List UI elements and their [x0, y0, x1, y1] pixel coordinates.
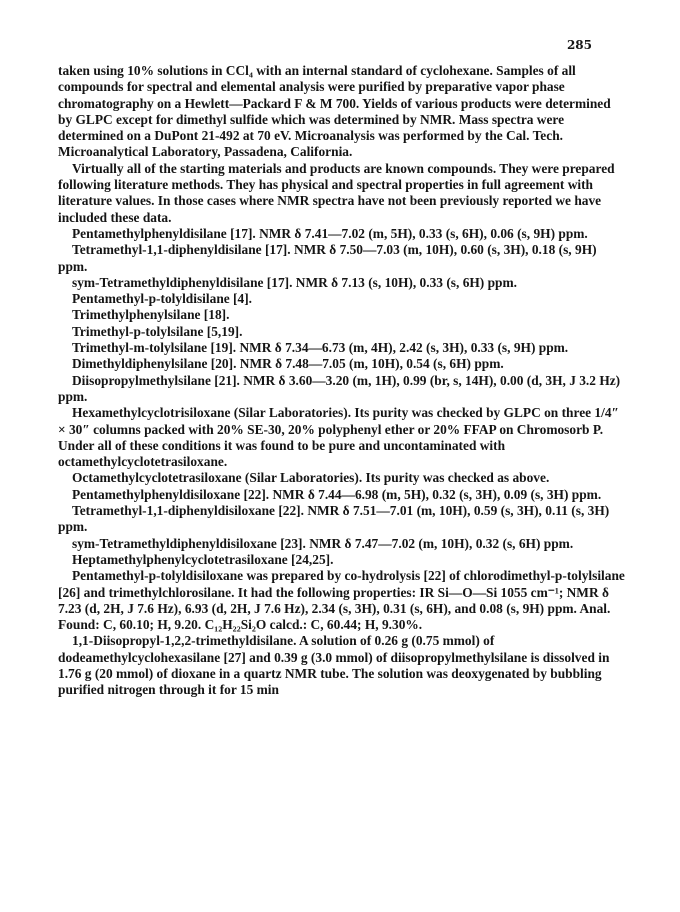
paragraph: taken using 10% solutions in CCl₄ with an internal standard of cyclohexane. Samples of all compounds for spectral and elemental analysis were purified by preparative vapor phase chromatography on a Hewlett—Packard F & M 700. Yields of various products were determined by GLPC except for dimethyl sulfide which was determined by NMR. Mass spectra were determined on a DuPont 21-492 at 70 eV. Microanalysis was performed by the Cal. Tech. Microanalytical Laboratory, Passadena, California.	[58, 63, 611, 160]
paragraph: Pentamethylphenyldisilane [17]. NMR δ 7.41—7.02 (m, 5H), 0.33 (s, 6H), 0.06 (s, 9H) ppm.	[72, 225, 588, 241]
paragraph: Pentamethylphenyldisiloxane [22]. NMR δ 7.44—6.98 (m, 5H), 0.32 (s, 3H), 0.09 (s, 3H) ppm.	[72, 486, 602, 502]
paragraph: Tetramethyl-1,1-diphenyldisiloxane [22]. NMR δ 7.51—7.01 (m, 10H), 0.59 (s, 3H), 0.11 (s, 3H) ppm.	[58, 503, 610, 535]
paragraph: 1,1-Diisopropyl-1,2,2-trimethyldisilane. A solution of 0.26 g (0.75 mmol) of dodeamethylcyclohexasilane [27] and 0.39 g (3.0 mmol) of diisopropylmethylsilane is dissolved in 1.76 g (20 mmol) of dioxane in a quartz NMR tube. The solution was deoxygenated by bubbling purified nitrogen through it for 15 min	[58, 633, 610, 698]
paragraph: Trimethyl-m-tolylsilane [19]. NMR δ 7.34—6.73 (m, 4H), 2.42 (s, 3H), 0.33 (s, 9H) ppm.	[72, 340, 569, 356]
paragraph: Trimethylphenylsilane [18].	[72, 307, 230, 323]
paragraph: Dimethyldiphenylsilane [20]. NMR δ 7.48—7.05 (m, 10H), 0.54 (s, 6H) ppm.	[72, 356, 504, 372]
paragraph: Pentamethyl-p-tolyldisiloxane was prepared by co-hydrolysis [22] of chlorodimethyl-p-tolylsilane [26] and trimethylchlorosilane. It had the following properties: IR Si—O—Si 1055 cm⁻¹; NMR δ 7.23 (d, 2H, J 7.6 Hz), 6.93 (d, 2H, J 7.6 Hz), 2.34 (s, 3H), 0.31 (s, 6H), and 0.08 (s, 9H) ppm. Anal. Found: C, 60.10; H, 9.20. C₁₂H₂₂Si₂O calcd.: C, 60.44; H, 9.30%.	[58, 568, 625, 633]
paragraph: Pentamethyl-p-tolyldisilane [4].	[72, 291, 253, 307]
paragraph: Virtually all of the starting materials and products are known compounds. They were prepared following literature methods. They has physical and spectral properties in full agreement with literature values. In those cases where NMR spectra have not been previously reported we have included these data.	[58, 160, 615, 225]
paragraph: Diisopropylmethylsilane [21]. NMR δ 3.60—3.20 (m, 1H), 0.99 (br, s, 14H), 0.00 (d, 3H, J 3.2 Hz) ppm.	[58, 372, 621, 404]
paragraph: sym-Tetramethyldiphenyldisiloxane [23]. NMR δ 7.47—7.02 (m, 10H), 0.32 (s, 6H) ppm.	[72, 535, 574, 551]
paragraph: Octamethylcyclotetrasiloxane (Silar Laboratories). Its purity was checked as above.	[72, 470, 550, 486]
paragraph: Hexamethylcyclotrisiloxane (Silar Laboratories). Its purity was checked by GLPC on three 1/4″ × 30″ columns packed with 20% SE-30, 20% polyphenyl ether or 20% FFAP on Chromosorb P. Under all of these conditions it was found to be pure and uncontaminated with octamethylcyclotetrasiloxane.	[58, 405, 619, 470]
page-number: 285	[566, 38, 592, 52]
paragraph: Trimethyl-p-tolylsilane [5,19].	[72, 323, 243, 339]
paragraph: Tetramethyl-1,1-diphenyldisilane [17]. NMR δ 7.50—7.03 (m, 10H), 0.60 (s, 3H), 0.18 (s, 9H) ppm.	[58, 242, 597, 274]
paragraph: sym-Tetramethyldiphenyldisilane [17]. NMR δ 7.13 (s, 10H), 0.33 (s, 6H) ppm.	[72, 274, 518, 290]
paragraph: Heptamethylphenylcyclotetrasiloxane [24,25].	[72, 551, 334, 567]
article-body	[58, 63, 628, 699]
